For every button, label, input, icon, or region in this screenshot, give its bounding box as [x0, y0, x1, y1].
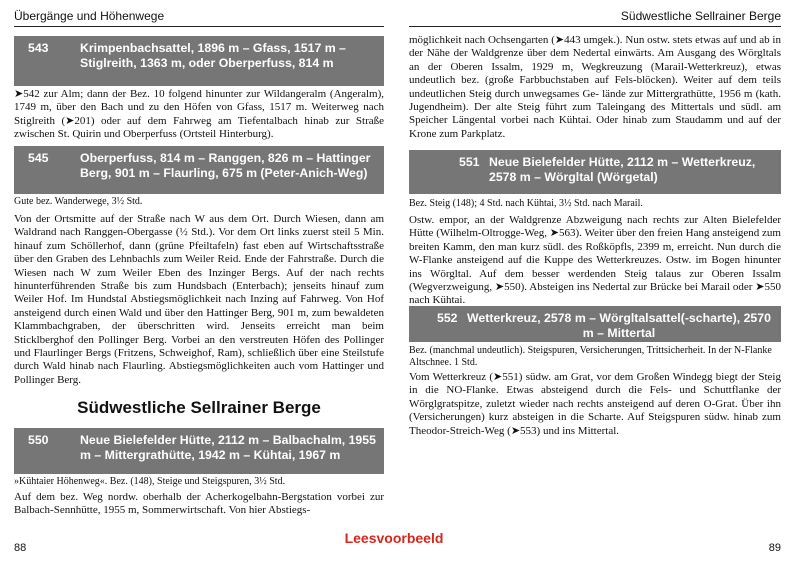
route-body-552: Vom Wetterkreuz (➤551) südw. am Grat, vor dem Großen Windegg biegt der Steig in die NO-Flanke. Etwas absteigend durch die Fels- und Schuttflanke der Wörglgratspitze, zuletzt wieder nach rechts ansteigend auf deren O-Grat. Über ihn (Versicherungen) kurz absteigen in die Scharte. Auf Steigspuren südw. hinab zum Theodor-Streich-Weg (➤553) und ins Mittertal.	[409, 371, 781, 437]
route-number: 550	[28, 433, 49, 447]
route-header-552	[409, 306, 781, 342]
route-title: Oberperfuss, 814 m – Ranggen, 826 m – Hattinger Berg, 901 m – Flaurling, 675 m (Peter-Anich-Weg)	[80, 151, 371, 180]
route-number: 551	[459, 155, 480, 169]
running-head-left	[14, 6, 384, 27]
route-header-550	[14, 428, 384, 474]
route-body-545: Von der Ortsmitte auf der Straße nach W aus dem Ort. Durch Wiesen, dann am Waldrand nach Ranggen-Obergasse (½ Std.). Vor dem Ort links zuerst steil 5 Min. hinauf zum Schöllerhof, dann (grüne Pfeiltafeln) fast eben auf Wirtschaftsstraße über den Graben des Lehnbachls zum Weiler Reid. Ende der Fahrstraße. Durch die Wiesen nach W zum Weiler Eben des Inzinger Bergs. Auf der nach rechts hinunterführenden Straße bis zum Hundsbach (Enterbach); jenseits hinauf zum Weiler Hof. Im Hundstal Abstiegsmöglichkeit nach Inzing auf Fahrweg. Von Hof ansteigend durch einen Wald und über den Hattinger Berg, 901 m, zum bewaldeten Klammbachgraben, der überschritten wird. Jenseits erreicht man beim Sticklberghof den Pollinger Berg. Vorbei an den verstreuten Höfen des Pollinger und Flaurlinger Bergs (Fritzens, Schweighof, Ram), schließlich über eine Steilstufe durch Wald hinab nach Flaurling. Abstiegsmöglichkeiten auch vom Hattinger und Pollinger Berg.	[14, 213, 384, 386]
route-title: Wetterkreuz, 2578 m – Wörgltalsattel(-scharte), 2570 m – Mittertal	[467, 311, 771, 340]
running-head-right	[409, 6, 781, 27]
route-meta-552: Bez. (manchmal undeutlich). Steigspuren, Versicherungen, Trittsicherheit. In der N-Flanke Altschnee. 1 Std.	[409, 345, 772, 368]
route-title: Krimpenbachsattel, 1896 m – Gfass, 1517 m – Stiglreith, 1363 m, oder Oberperfuss, 814 m	[80, 41, 346, 70]
route-title: Neue Bielefelder Hütte, 2112 m – Wetterkreuz, 2578 m – Wörgltal (Wörgetal)	[489, 155, 756, 184]
right-page	[409, 0, 781, 561]
route-header-543	[14, 36, 384, 86]
route-title: Neue Bielefelder Hütte, 2112 m – Balbachalm, 1955 m – Mittergrathütte, 1942 m – Kühtai, 1967 m	[80, 433, 376, 462]
route-body-550: Auf dem bez. Weg nordw. oberhalb der Acherkogelbahn-Bergstation vorbei zur Balbach-Sennhütte, 1955 m, Sommerwirtschaft. Von hier Abstiegs-	[14, 491, 384, 517]
running-head-text: Südwestliche Sellrainer Berge	[620, 9, 781, 23]
route-meta-550: »Kühtaier Höhenweg«. Bez. (148), Steige und Steigspuren, 3½ Std.	[14, 476, 286, 487]
route-body-551: Ostw. empor, an der Waldgrenze Abzweigung nach rechts zur Alten Bielefelder Hütte (Wilhelm-Oltrogge-Weg, ➤563). Weiter über den freien Hang ansteigend zum breiten Kamm, den man kurz südl. des Roßköpfls, 2399 m, erreicht. Nun durch die W-Flanke ansteigend auf die Kuppe des Wetterkreuzes. Ostw. im Bogen hinunter ins Wörgltal. Auf dem besser werdenden Steig talaus zur Oberen Issalm (Wegverzweigung, ➤550). Absteigen ins Nedertal zur Brücke bei Marail oder ➤550 nach Kühtai.	[409, 214, 781, 307]
route-meta-551: Bez. Steig (148); 4 Std. nach Kühtai, 3½ Std. nach Marail.	[409, 198, 643, 209]
left-page	[14, 0, 384, 561]
route-meta-545: Gute bez. Wanderwege, 3½ Std.	[14, 196, 143, 207]
page-number-left: 88	[14, 542, 27, 554]
route-body-543: ➤542 zur Alm; dann der Bez. 10 folgend hinunter zur Wildangeralm (Angeralm), 1749 m, über den Bach und zu den Höfen von Gfass, 1517 m. Weiterweg nach Stiglreith (➤201) oder auf dem Fahrweg am Tiefentalbach hinab zur Straße zwischen St. Quirin und Oberperfuss (Ortsteil Hinterburg).	[14, 88, 384, 141]
running-head-text: Übergänge und Höhenwege	[14, 9, 165, 23]
section-title: Südwestliche Sellrainer Berge	[77, 398, 321, 417]
route-number: 552	[437, 311, 458, 325]
page-number-right: 89	[768, 542, 781, 554]
continuation-body-550: möglichkeit nach Ochsengarten (➤443 umgek.). Nun ostw. stets etwas auf und ab in der Nähe der Waldgrenze über dem Nedertal einwärts. Am Ausgang des Wörgltals an der Oberen Issalm, 1929 m, Wegkreuzung (Marail-Wetterkreuz), etwas undeutlich bez. (große Farbbuchstaben auf Fels-blöcken). Weiter auf dem teils undeutlichen Steig durch unwegsames Ge- lände zur Mittergrathütte, 1956 m (kath. Jugendheim). Der alte Steig führt zum Taleingang des Mittertals und südl. am Speicher Längental vorbei nach Kühtai. Oder hinab zum Staudamm und auf der Krone zum Parkplatz.	[409, 34, 781, 140]
route-header-551	[409, 150, 781, 194]
route-number: 543	[28, 41, 49, 55]
route-number: 545	[28, 151, 49, 165]
route-header-545	[14, 146, 384, 194]
watermark: Leesvoorbeeld	[344, 530, 444, 546]
